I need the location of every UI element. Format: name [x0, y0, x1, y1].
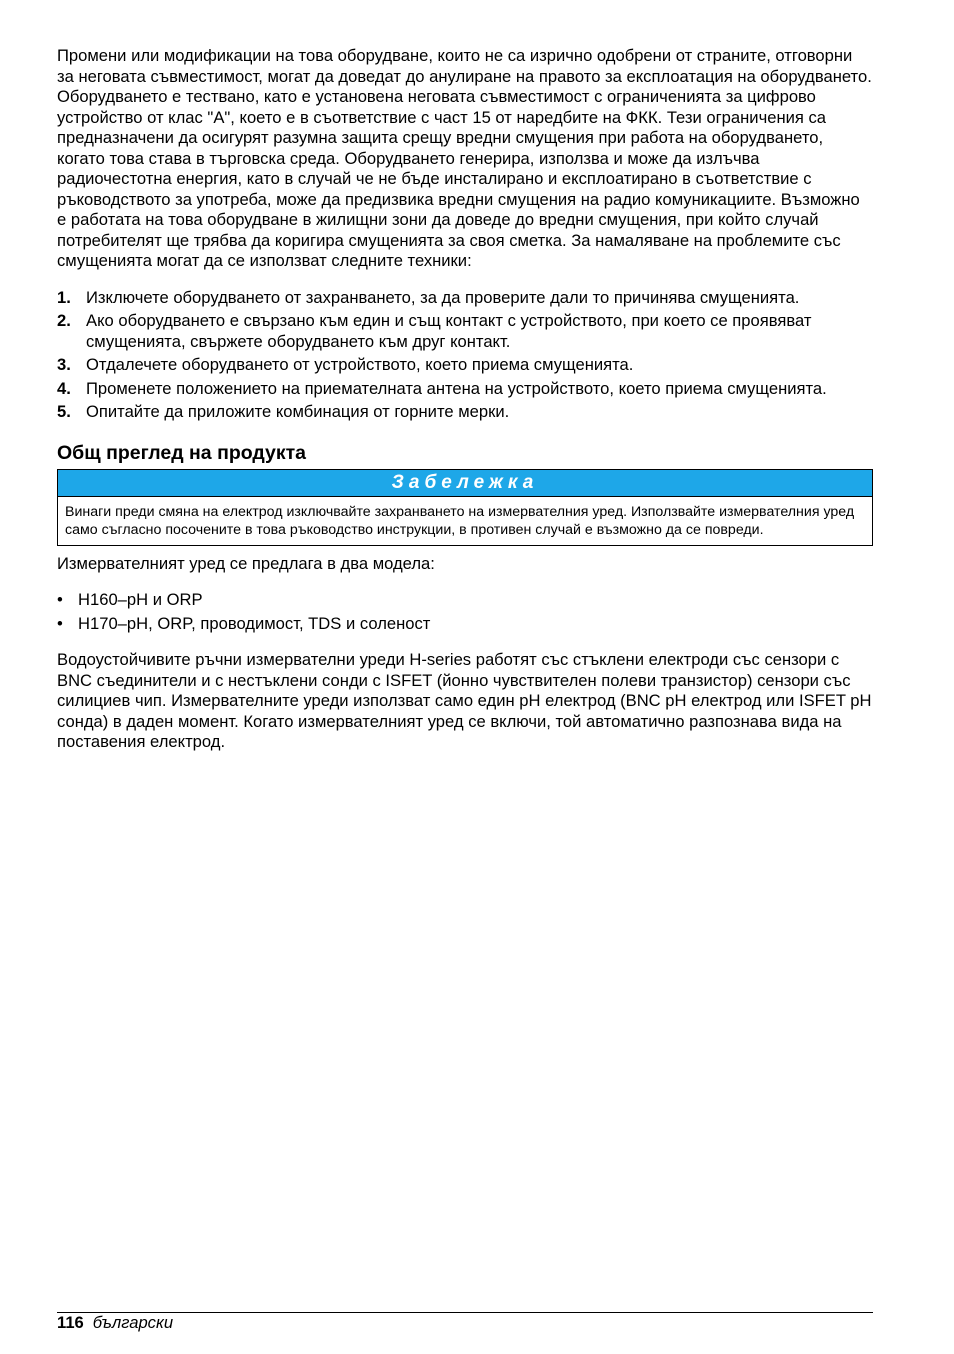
- bullet: •: [57, 590, 63, 609]
- step-text: Променете положението на приемателната антена на устройството, което приема смущенията.: [86, 378, 827, 398]
- page-footer: [57, 1313, 173, 1333]
- step-number: 3.: [57, 355, 71, 374]
- intro-paragraph: Промени или модификации на това оборудване, които не са изрично одобрени от страните, отговорни за неговата съвместимост, могат да доведат до анулиране на правото за експлоатация на оборудването. Оборудването е тествано, като е установена неговата съвместимост с ограниченията за цифрово устройство от клас "A", което е в съответствие с част 15 от наредбите на ФКК. Тези ограничения са предназначени да осигурят разумна защита срещу вредни смущения при работа на оборудването, когато това става в търговска среда. Оборудването генерира, използва и може да излъчва радиочестотна енергия, като в случай че не бъде инсталирано и експлоатирано в съответствие с ръководството за употреба, може да предизвика вредни смущения на радио комуникациите. Възможно е работата на това оборудване в жилищни зони да доведе до вредни смущения, при който случай потребителят ще трябва да коригира смущенията за своя сметка. За намаляване на проблемите със смущенията могат да се използват следните техники:: [57, 46, 872, 270]
- footer-language: български: [92, 1313, 174, 1332]
- note-title: Забележка: [58, 470, 872, 497]
- list-item: [57, 379, 873, 400]
- list-item: [57, 402, 873, 423]
- step-text: Изключете оборудването от захранването, за да проверите дали то причинява смущенията.: [86, 287, 800, 307]
- page-content: [57, 46, 873, 753]
- list-item: [57, 288, 873, 309]
- model-text: H160–pH и ORP: [78, 590, 203, 609]
- page-number: 116: [57, 1313, 84, 1332]
- list-item: [57, 614, 873, 635]
- models-list: [57, 590, 873, 634]
- step-number: 5.: [57, 402, 71, 421]
- models-intro: Измервателният уред се предлага в два модела:: [57, 553, 435, 573]
- note-box: [57, 469, 873, 546]
- section-heading: Общ преглед на продукта: [57, 441, 307, 464]
- step-text: Ако оборудването е свързано към един и същ контакт с устройството, при което се проявяват смущенията, свържете оборудването към друг контакт.: [86, 311, 812, 351]
- step-text: Отдалечете оборудването от устройството, което приема смущенията.: [86, 355, 634, 374]
- description-paragraph: Водоустойчивите ръчни измервателни уреди H-series работят със стъклени електроди със сензори с BNC съединители и с нестъклени сонди с ISFET (йонно чувствителен полеви транзистор) сензори със силициев чип. Измервателните уреди използват само един pH електрод (BNC pH електрод или ISFET pH сонда) в даден момент. Когато измервателният уред се включи, той автоматично разпознава вида на поставения електрод.: [57, 650, 872, 751]
- step-number: 1.: [57, 287, 71, 307]
- step-number: 4.: [57, 378, 71, 398]
- step-number: 2.: [57, 311, 71, 330]
- interference-steps-list: [57, 288, 873, 423]
- list-item: [57, 590, 873, 611]
- model-text: H170–pH, ORP, проводимост, TDS и соленост: [78, 613, 431, 633]
- footer-divider: [57, 1312, 873, 1313]
- list-item: [57, 355, 873, 376]
- list-item: [57, 311, 873, 352]
- step-text: Опитайте да приложите комбинация от горните мерки.: [86, 402, 510, 421]
- bullet: •: [57, 613, 63, 633]
- note-body: Винаги преди смяна на електрод изключвайте захранването на измервателния уред. Използвайте измервателния уред само съгласно посочените в това ръководство инструкции, в противен случай е възможно да се повреди.: [65, 503, 855, 538]
